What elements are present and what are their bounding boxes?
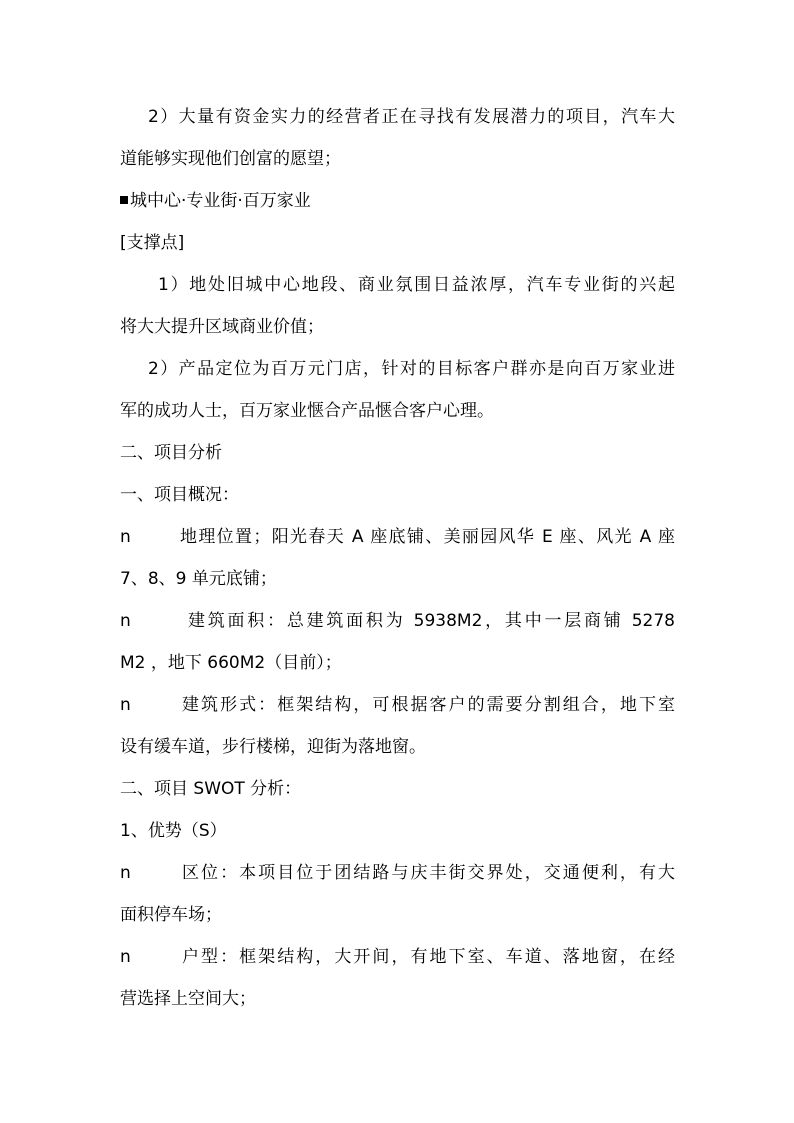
paragraph-2-line-2: 将大大提升区域商业价值； (120, 317, 324, 337)
unit-type-continuation: 营选择上空间大； (120, 989, 256, 1009)
location-continuation: 7、8、9 单元底铺； (120, 569, 277, 589)
location-text: 地理位置；阳光春天 A 座底铺、美丽园风华 E 座、风光 A 座 (180, 527, 675, 547)
area-continuation: M2 ，地下 660M2（目前）； (120, 653, 342, 673)
section-title-strengths: 1、优势（S） (120, 821, 227, 841)
form-text: 建筑形式：框架结构，可根据客户的需要分割组合，地下室 (182, 695, 675, 715)
region-text: 区位：本项目位于团结路与庆丰街交界处，交通便利，有大 (182, 863, 675, 883)
region-continuation: 面积停车场； (120, 905, 222, 925)
paragraph-1-line-2: 道能够实现他们创富的愿望； (120, 149, 341, 169)
paragraph-1-line-1: 2）大量有资金实力的经营者正在寻找有发展潜力的项目，汽车大 (148, 107, 675, 127)
list-marker: n (120, 611, 131, 631)
list-marker: n (120, 863, 131, 883)
support-point-label: [支撑点] (120, 233, 185, 253)
paragraph-3-line-1: 2）产品定位为百万元门店，针对的目标客户群亦是向百万家业进 (148, 359, 675, 379)
form-continuation: 设有缓车道，步行楼梯，迎街为落地窗。 (120, 737, 426, 757)
section-title-project-analysis: 二、项目分析 (120, 443, 222, 463)
paragraph-3-line-2: 军的成功人士，百万家业惬合产品惬合客户心理。 (120, 401, 494, 421)
area-text: 建筑面积：总建筑面积为 5938M2，其中一层商铺 5278 (188, 611, 675, 631)
paragraph-2-line-1: 1）地处旧城中心地段、商业氛围日益浓厚，汽车专业街的兴起 (158, 275, 675, 295)
subheading (120, 189, 311, 213)
unit-type-text: 户型：框架结构，大开间，有地下室、车道、落地窗，在经 (182, 947, 675, 967)
section-title-swot: 二、项目 SWOT 分析： (120, 779, 302, 799)
list-marker: n (120, 695, 131, 715)
list-marker: n (120, 947, 131, 967)
subheading-text: 城中心·专业街·百万家业 (130, 191, 311, 211)
list-marker: n (120, 527, 131, 547)
section-title-overview: 一、项目概况： (120, 485, 239, 505)
square-bullet-icon (120, 196, 128, 204)
